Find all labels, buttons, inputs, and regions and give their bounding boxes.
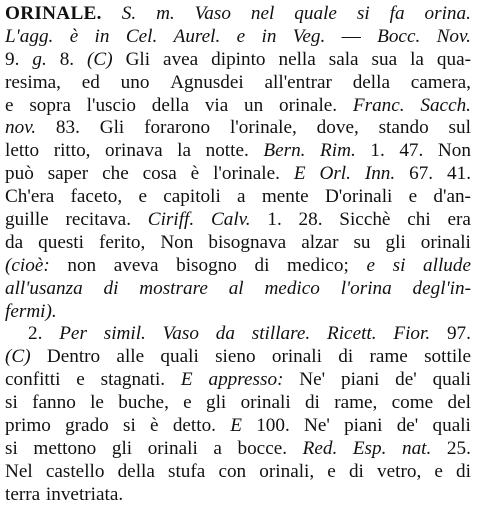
word: nel (250, 3, 275, 24)
word: 25. (446, 437, 471, 459)
word: resima, (5, 71, 61, 93)
word: (cioè: (5, 254, 50, 276)
text-line (5, 186, 471, 209)
word: un (244, 94, 264, 116)
word: 83. (55, 117, 80, 139)
word: bisogno (176, 254, 237, 276)
word: E (293, 163, 306, 185)
word: si (392, 254, 406, 276)
word: 2. (28, 323, 43, 345)
word: e (408, 186, 418, 208)
word: piani (344, 415, 383, 437)
word: fermi). (5, 300, 57, 322)
word: è (150, 415, 159, 437)
word: l'orinale. (213, 163, 280, 185)
word: Non (160, 231, 194, 253)
word: terra (5, 483, 41, 505)
word: grado (65, 415, 109, 437)
word: qua- (436, 48, 471, 70)
word: aveva (113, 254, 159, 276)
text-line (5, 392, 471, 415)
word: Dentro (46, 346, 101, 368)
word: Calv. (210, 209, 251, 231)
word: recitava. (65, 209, 131, 231)
word: a (213, 437, 222, 459)
word: m. (156, 3, 175, 24)
word: 67. (409, 163, 434, 185)
text-line (5, 232, 471, 255)
word: stando (378, 117, 429, 139)
word: 1. (370, 140, 385, 162)
word: D'orinali (324, 186, 393, 208)
word: (C) (5, 346, 31, 368)
word: la (410, 48, 424, 70)
word: E (230, 415, 242, 437)
word: quale (294, 3, 337, 24)
word: Ne' (304, 415, 330, 437)
word: fanno (32, 392, 76, 414)
word: di (254, 254, 270, 276)
word: Sicchè (339, 209, 391, 231)
word: non (67, 254, 97, 276)
word: della (352, 71, 390, 93)
word: Vaso (162, 323, 199, 345)
word: detto. (172, 415, 216, 437)
word: mettono (33, 437, 97, 459)
word: della (151, 94, 190, 116)
word: l'orina (340, 277, 392, 299)
word: è (69, 25, 79, 47)
text-line (5, 49, 471, 72)
word: le (90, 392, 104, 414)
word: L'agg. (5, 25, 54, 47)
word: uno (120, 71, 150, 93)
dictionary-entry-orinale (5, 3, 471, 507)
word: notte. (205, 140, 249, 162)
word: 28. (298, 209, 323, 231)
word: e (434, 460, 443, 482)
word: sul (448, 117, 471, 139)
word: Veg. (292, 25, 326, 47)
word: Cel. (125, 25, 158, 47)
word: sua (371, 48, 398, 70)
word: primo (5, 415, 51, 437)
word: orinava (105, 140, 163, 162)
word: rame (369, 346, 408, 368)
word: appresso: (208, 369, 284, 391)
word: camera, (410, 71, 471, 93)
word: vetro, (377, 460, 422, 482)
word: alle (116, 346, 145, 368)
word: quali (432, 369, 471, 391)
word: Esp. (352, 437, 387, 459)
word: e (327, 460, 336, 482)
word: dove, (316, 117, 359, 139)
word: sopra (29, 94, 71, 116)
word: Bern. (263, 140, 306, 162)
word: saper (47, 163, 89, 185)
word: in (261, 25, 277, 47)
text-line (5, 163, 471, 186)
word: di (103, 277, 119, 299)
word: castello (45, 460, 105, 482)
word: Gli (125, 48, 151, 70)
word: l'orinale, (229, 117, 297, 139)
word: invetriata. (45, 483, 124, 505)
word: dipinto (211, 48, 266, 70)
text-line (5, 484, 471, 507)
word: cosa (142, 163, 177, 185)
text-line (5, 323, 471, 346)
word: allude (423, 254, 471, 276)
word: medico (264, 277, 320, 299)
headword: ORINALE. (5, 3, 102, 24)
word: alzar (301, 231, 339, 253)
word: confitti (5, 369, 61, 391)
word: come (391, 392, 434, 414)
word: orinali (420, 231, 471, 253)
word: 8. (59, 48, 75, 70)
word: 47. (399, 140, 424, 162)
word: da (215, 323, 235, 345)
word: Aurel. (173, 25, 221, 47)
word: stagnati. (100, 369, 166, 391)
word: nella (278, 48, 316, 70)
word: E (180, 369, 193, 391)
word: Per (59, 323, 87, 345)
text-line (5, 301, 471, 324)
word: Franc. (352, 94, 405, 116)
word: con (218, 460, 247, 482)
word: Non (437, 140, 471, 162)
word: quali (160, 346, 199, 368)
word: Nel (5, 460, 33, 482)
word: buche, (118, 392, 169, 414)
word: Gli (99, 117, 125, 139)
word: gli (385, 231, 406, 253)
word: Inn. (364, 163, 396, 185)
word: nov. (5, 117, 37, 139)
word: Red. (302, 437, 338, 459)
word: e (5, 94, 14, 116)
text-line (5, 438, 471, 461)
word: 97. (446, 323, 471, 345)
word: e (366, 254, 375, 276)
word: sottile (424, 346, 471, 368)
word: di (304, 392, 320, 414)
word: si (5, 437, 18, 459)
word: guille (5, 209, 49, 231)
word: g. (32, 48, 47, 70)
word: la (177, 140, 192, 162)
word: orina. (424, 3, 471, 24)
word: via (204, 94, 229, 116)
word: può (5, 163, 34, 185)
word: degl'in- (412, 277, 471, 299)
word: orinali (147, 437, 198, 459)
word: piani (340, 369, 380, 391)
word: Agnusdei (170, 71, 244, 93)
word: gli (111, 437, 133, 459)
word: l'uscio (86, 94, 136, 116)
word: mente (261, 186, 309, 208)
word: della (117, 460, 155, 482)
word: si (356, 3, 370, 24)
word: orinali (240, 392, 291, 414)
word: avea (163, 48, 199, 70)
word: è (190, 163, 200, 185)
word: 100. (256, 415, 290, 437)
word: Fior. (393, 323, 431, 345)
word: — (341, 25, 361, 47)
word: Rim. (320, 140, 356, 162)
word: d'an- (433, 186, 471, 208)
word: Ne' (299, 369, 326, 391)
word: si (5, 392, 18, 414)
text-line (5, 3, 471, 26)
word: sala (328, 48, 359, 70)
word: nat. (401, 437, 432, 459)
text-line (5, 369, 471, 392)
word: e (76, 369, 85, 391)
word: di (348, 460, 364, 482)
word: mostrare (139, 277, 208, 299)
word: fa (389, 3, 405, 24)
word: questi (38, 231, 84, 253)
word: all'usanza (5, 277, 83, 299)
word: sieno (215, 346, 256, 368)
word: Ch'era (5, 186, 55, 208)
word: medico; (287, 254, 349, 276)
word: Vaso (194, 3, 231, 24)
word: S. (121, 3, 137, 24)
word: faceto, (70, 186, 123, 208)
word: all'entrar (264, 71, 332, 93)
word: al (228, 277, 244, 299)
word: 41. (447, 163, 471, 185)
word: bisognava (208, 231, 287, 253)
word: Ricett. (327, 323, 377, 345)
word: orinale. (279, 94, 338, 116)
word: Nov. (436, 25, 471, 47)
word: e (183, 392, 192, 414)
word: de' (395, 369, 417, 391)
text-line (5, 95, 471, 118)
text-line (5, 117, 471, 140)
word: di (456, 460, 471, 482)
word: ed (81, 71, 100, 93)
word: stufa (168, 460, 206, 482)
text-line (5, 140, 471, 163)
word: era (447, 209, 471, 231)
word: su (353, 231, 371, 253)
text-line (5, 278, 471, 301)
word: simil. (103, 323, 146, 345)
word: forarono (144, 117, 211, 139)
word: si (123, 415, 136, 437)
text-line (5, 209, 471, 232)
word: de' (396, 415, 419, 437)
word: del (447, 392, 471, 414)
word: gli (206, 392, 227, 414)
text-line (5, 72, 471, 95)
word: bocce. (237, 437, 288, 459)
word: a (237, 186, 246, 208)
word: chi (407, 209, 431, 231)
word: Bocc. (377, 25, 421, 47)
word: Ciriff. (147, 209, 195, 231)
word: (C) (87, 48, 113, 70)
word: ferito, (98, 231, 146, 253)
word: di (338, 346, 354, 368)
word: letto (5, 140, 40, 162)
word: che (102, 163, 129, 185)
word: capitoli (163, 186, 221, 208)
word: orinali (271, 346, 322, 368)
word: ritto, (53, 140, 91, 162)
word: in (94, 25, 110, 47)
word: Sacch. (420, 94, 471, 116)
word: 9. (5, 48, 20, 70)
text-line (5, 346, 471, 369)
word: Orl. (319, 163, 351, 185)
word: orinali, (259, 460, 315, 482)
word: e (236, 25, 246, 47)
text-line (5, 26, 471, 49)
word: quali (432, 415, 471, 437)
word: e (138, 186, 147, 208)
word: 1. (267, 209, 282, 231)
text-line (5, 255, 471, 278)
word: da (5, 231, 24, 253)
text-line (5, 461, 471, 484)
word: stillare. (251, 323, 311, 345)
word: rame, (334, 392, 378, 414)
text-line (5, 415, 471, 438)
